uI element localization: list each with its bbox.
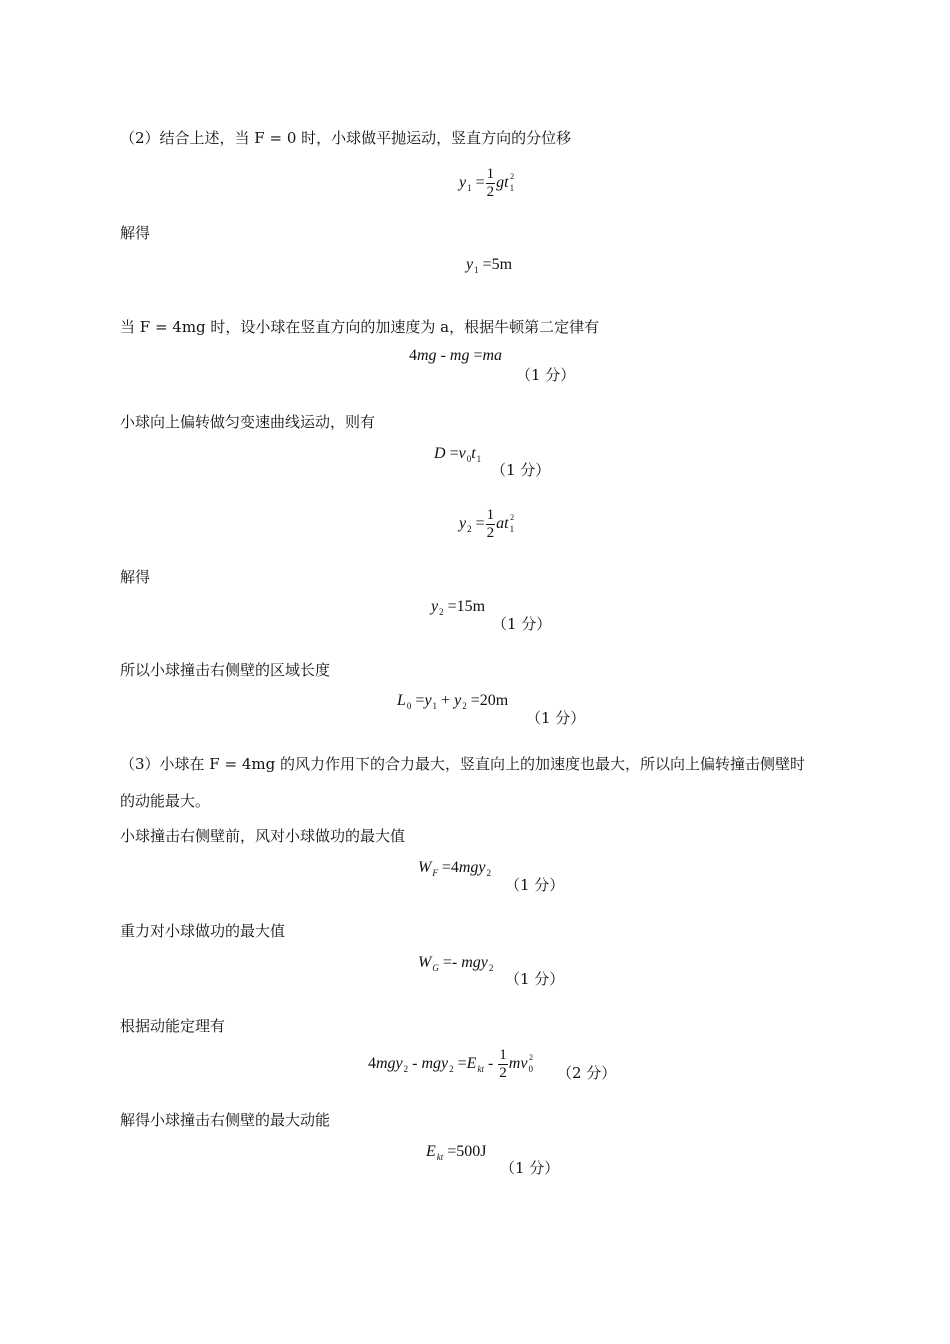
equation-D: $D =v_0t_1$: [434, 445, 482, 464]
equation-y1-value: $y_1 =5m$: [466, 256, 513, 275]
score-energy: （2 分）: [557, 1064, 617, 1082]
solve-label-2: 解得: [120, 568, 151, 586]
score-WG: （1 分）: [505, 970, 565, 988]
score-D: （1 分）: [491, 461, 551, 479]
score-newton: （1 分）: [516, 366, 576, 384]
score-WF: （1 分）: [505, 876, 565, 894]
equation-y2-value: $y_2 =15m$: [431, 598, 486, 617]
equation-y2-formula: $y_2$ = $\frac{1}{2}$ $at_1^2$: [459, 507, 515, 541]
equation-WG: $W_G =- mgy_2$: [418, 954, 494, 973]
score-y2: （1 分）: [492, 615, 552, 633]
solve-label-1: 解得: [120, 224, 151, 242]
score-L0: （1 分）: [526, 709, 586, 727]
equation-L0: $L_0 =y_1 + y_2 =20m$: [397, 692, 509, 711]
score-Ekt: （1 分）: [500, 1159, 560, 1177]
region-line: 所以小球撞击右侧壁的区域长度: [120, 661, 331, 679]
gravity-work-line: 重力对小球做功的最大值: [120, 922, 286, 940]
when-F4-line: 当 F = 4mg 时，设小球在竖直方向的加速度为 a，根据牛顿第二定律有: [120, 318, 600, 336]
wind-work-line: 小球撞击右侧壁前，风对小球做功的最大值: [120, 827, 406, 845]
equation-newton: 4mg - mg =ma: [409, 347, 503, 364]
equation-WF: $W_F =4mgy_2$: [418, 859, 492, 878]
part2-intro: （2）结合上述，当 F = 0 时，小球做平抛运动，竖直方向的分位移: [120, 129, 572, 147]
kinetic-theorem-line: 根据动能定理有: [120, 1017, 226, 1035]
equation-energy: $4mgy_2 - mgy_2 =E_{kt}$ - $\frac{1}{2}$ $mv_0^2$: [368, 1047, 533, 1081]
part3-intro-line2: 的动能最大。: [120, 792, 211, 810]
curve-motion-line: 小球向上偏转做匀变速曲线运动，则有: [120, 413, 376, 431]
equation-Ekt: $E_{kt} =500J$: [426, 1143, 487, 1162]
equation-y1-formula: $y_1$ = $\frac{1}{2}$ $gt_1^2$: [459, 166, 515, 200]
part3-intro-line1: （3）小球在 F = 4mg 的风力作用下的合力最大，竖直向上的加速度也最大，所以向上偏转撞击侧壁时: [120, 755, 805, 773]
solve-label-3: 解得小球撞击右侧壁的最大动能: [120, 1111, 331, 1129]
